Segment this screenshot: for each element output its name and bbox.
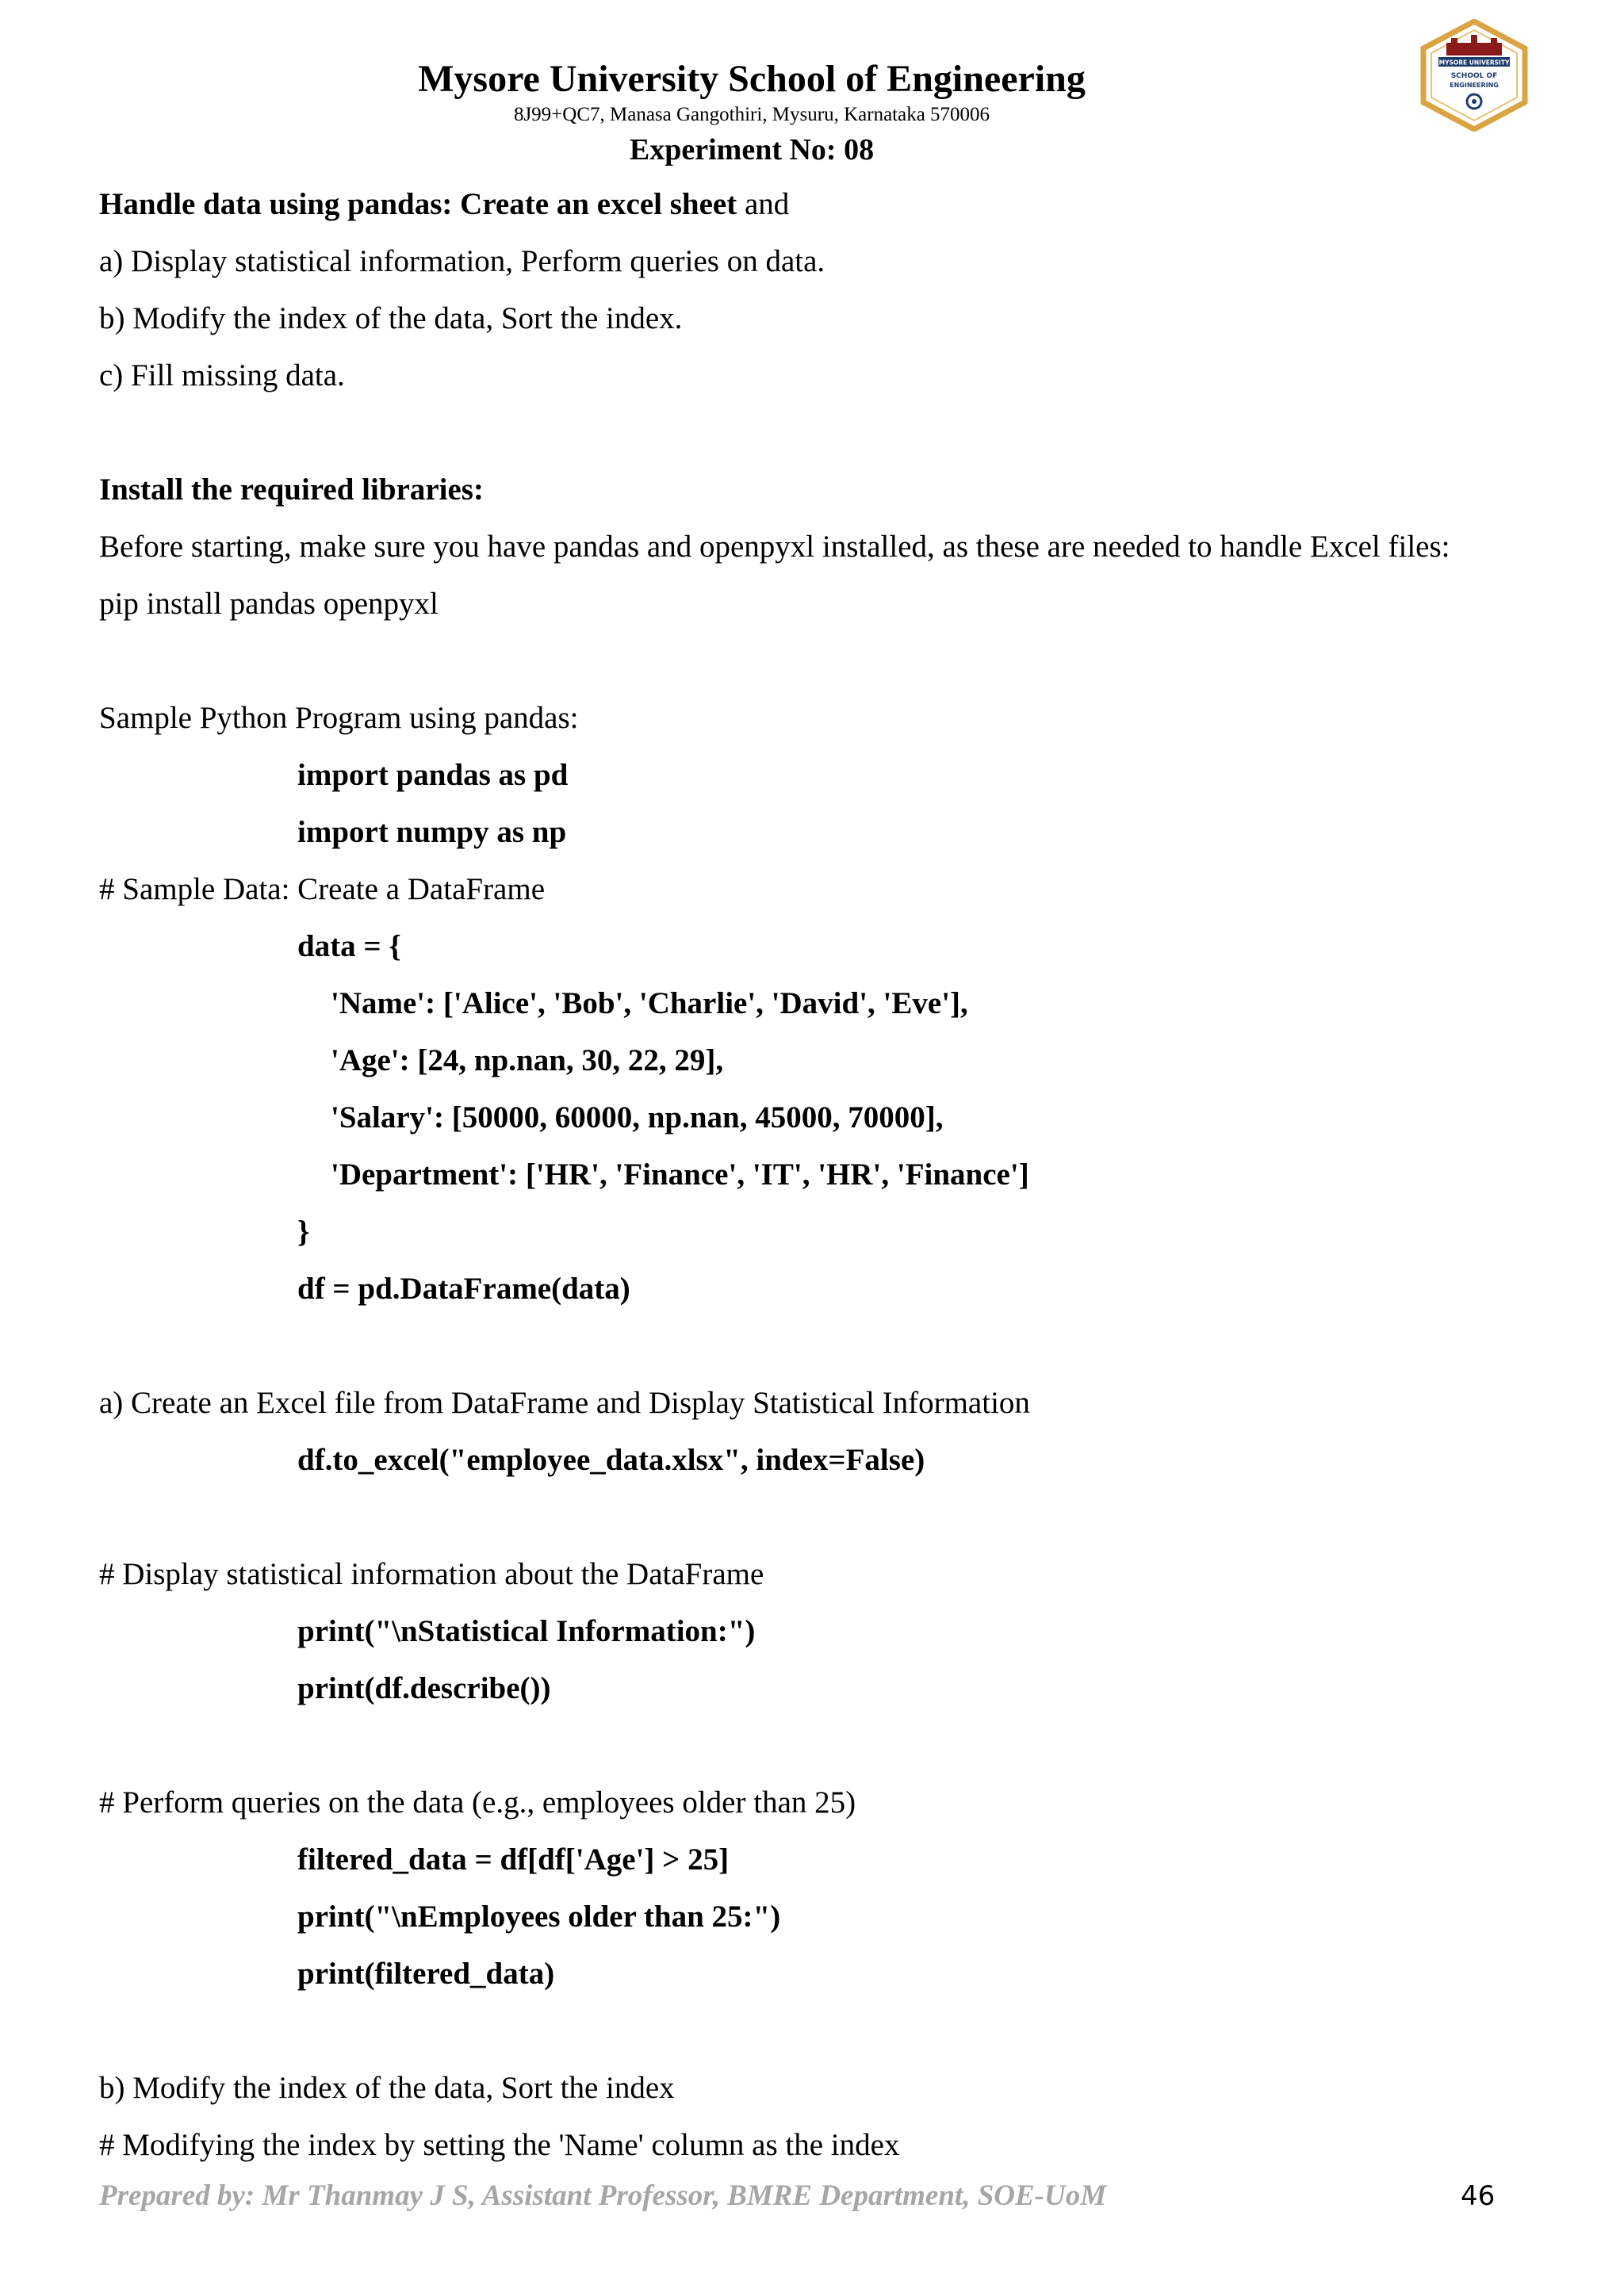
code-comment: # Display statistical information about the DataFrame bbox=[99, 1557, 764, 1591]
logo-emblem-icon bbox=[1419, 19, 1529, 132]
code-line: data = { bbox=[297, 929, 401, 963]
page-header bbox=[0, 55, 1503, 170]
pip-command: pip install pandas openpyxl bbox=[99, 587, 439, 621]
code-line: filtered_data = df[df['Age'] > 25] bbox=[297, 1843, 730, 1877]
code-line: print("\nStatistical Information:") bbox=[297, 1614, 756, 1648]
page-number: 46 bbox=[1461, 2180, 1496, 2212]
spacer bbox=[99, 2003, 1558, 2060]
task-item-c: c) Fill missing data. bbox=[99, 358, 345, 392]
sample-intro: Sample Python Program using pandas: bbox=[99, 701, 579, 735]
svg-text:ENGINEERING: ENGINEERING bbox=[1450, 82, 1499, 89]
code-line: 'Name': ['Alice', 'Bob', 'Charlie', 'David', 'Eve'], bbox=[331, 986, 968, 1020]
svg-text:SCHOOL OF: SCHOOL OF bbox=[1450, 72, 1498, 80]
code-line: 'Department': ['HR', 'Finance', 'IT', 'HR', 'Finance'] bbox=[331, 1158, 1029, 1192]
section-a-heading: a) Create an Excel file from DataFrame and Display Statistical Information bbox=[99, 1386, 1030, 1420]
code-line: print(filtered_data) bbox=[297, 1957, 555, 1991]
code-comment: # Modifying the index by setting the 'Name' column as the index bbox=[99, 2128, 900, 2162]
spacer bbox=[99, 1318, 1558, 1375]
code-line: df.to_excel("employee_data.xlsx", index=False) bbox=[297, 1443, 925, 1477]
footer-prepared-by: Prepared by: Mr Thanmay J S, Assistant Professor, BMRE Department, SOE-UoM bbox=[99, 2179, 1107, 2212]
task-item-b: b) Modify the index of the data, Sort the index. bbox=[99, 301, 683, 335]
code-line: 'Age': [24, np.nan, 30, 22, 29], bbox=[331, 1043, 724, 1077]
code-line: print(df.describe()) bbox=[297, 1671, 551, 1705]
code-line: df = pd.DataFrame(data) bbox=[297, 1272, 630, 1306]
install-heading: Install the required libraries: bbox=[99, 473, 484, 507]
university-logo bbox=[1419, 19, 1529, 132]
code-line: 'Salary': [50000, 60000, np.nan, 45000, 70000], bbox=[331, 1100, 944, 1135]
section-b-heading: b) Modify the index of the data, Sort the index bbox=[99, 2071, 675, 2105]
spacer bbox=[99, 1489, 1558, 1546]
document-body bbox=[99, 176, 1558, 2174]
svg-text:MYSORE UNIVERSITY: MYSORE UNIVERSITY bbox=[1438, 59, 1510, 67]
code-line: } bbox=[297, 1215, 310, 1249]
university-title: Mysore University School of Engineering bbox=[418, 58, 1086, 100]
university-address: 8J99+QC7, Manasa Gangothiri, Mysuru, Karnataka 570006 bbox=[513, 104, 990, 125]
spacer bbox=[99, 404, 1558, 461]
task-item-a: a) Display statistical information, Perform queries on data. bbox=[99, 244, 825, 278]
install-text: Before starting, make sure you have pandas and openpyxl installed, as these are needed to handle Excel files: bbox=[99, 530, 1450, 564]
code-comment: # Sample Data: Create a DataFrame bbox=[99, 872, 546, 906]
spacer bbox=[99, 633, 1558, 690]
experiment-number: Experiment No: 08 bbox=[629, 133, 875, 166]
code-comment: # Perform queries on the data (e.g., employees older than 25) bbox=[99, 1785, 856, 1820]
code-line: import pandas as pd bbox=[297, 758, 569, 792]
code-line: import numpy as np bbox=[297, 815, 567, 849]
spacer bbox=[99, 1717, 1558, 1774]
code-line: print("\nEmployees older than 25:") bbox=[297, 1900, 781, 1934]
task-title: Handle data using pandas: Create an excel sheet and bbox=[99, 187, 790, 221]
